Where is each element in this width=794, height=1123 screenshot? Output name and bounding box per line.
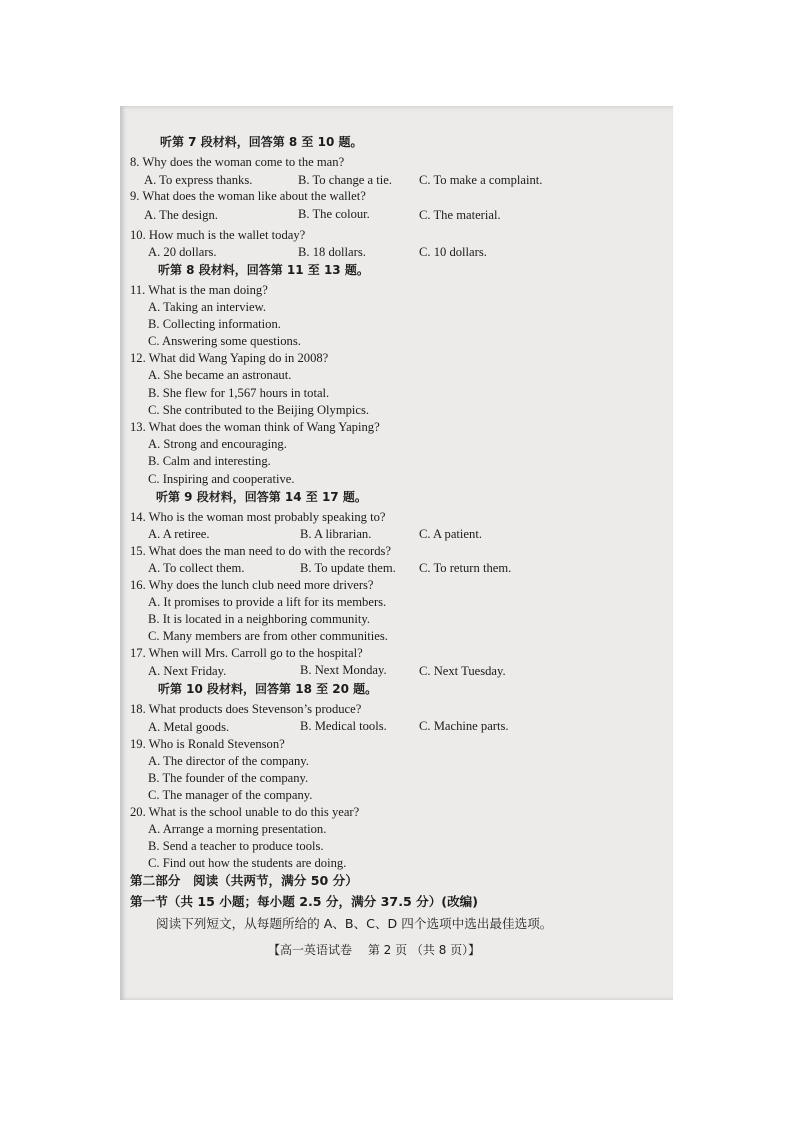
question-17: 17. When will Mrs. Carroll go to the hospital? [130,646,363,660]
option-10b: B. 18 dollars. [298,245,366,259]
part-two-title: 第二部分 阅读（共两节，满分 50 分） [130,873,358,888]
question-14: 14. Who is the woman most probably speaking to? [130,510,386,524]
option-11a: A. Taking an interview. [148,300,267,314]
option-13c: C. Inspiring and cooperative. [148,472,295,486]
question-19: 19. Who is Ronald Stevenson? [130,737,285,751]
option-18b: B. Medical tools. [300,719,387,733]
option-16c: C. Many members are from other communities. [148,629,388,643]
section-7-header: 听第 7 段材料，回答第 8 至 10 题。 [160,135,363,149]
option-10c: C. 10 dollars. [419,245,487,259]
option-15a: A. To collect them. [148,561,245,575]
option-13b: B. Calm and interesting. [148,454,271,468]
exam-page [120,106,673,1000]
option-8a: A. To express thanks. [144,173,253,187]
option-8b: B. To change a tie. [298,173,393,187]
option-15c: C. To return them. [419,561,512,575]
option-14a: A. A retiree. [148,527,210,541]
option-18a: A. Metal goods. [148,720,230,734]
option-19c: C. The manager of the company. [148,788,313,802]
option-14c: C. A patient. [419,527,482,541]
option-18c: C. Machine parts. [419,719,509,733]
option-9b: B. The colour. [298,207,370,221]
option-17c: C. Next Tuesday. [419,664,506,678]
section-8-header: 听第 8 段材料，回答第 11 至 13 题。 [158,263,369,277]
option-20c: C. Find out how the students are doing. [148,856,347,870]
question-10: 10. How much is the wallet today? [130,228,306,242]
section-one-title: 第一节（共 15 小题；每小题 2.5 分，满分 37.5 分）(改编) [130,894,479,909]
option-12a: A. She became an astronaut. [148,368,292,382]
question-15: 15. What does the man need to do with the records? [130,544,392,558]
reading-instruction: 阅读下列短文，从每题所给的 A、B、C、D 四个选项中选出最佳选项。 [156,916,553,931]
option-9a: A. The design. [144,208,218,222]
option-9c: C. The material. [419,208,501,222]
option-8c: C. To make a complaint. [419,173,543,187]
question-18: 18. What products does Stevenson’s produce? [130,702,362,716]
question-11: 11. What is the man doing? [130,283,268,297]
question-20: 20. What is the school unable to do this year? [130,805,360,819]
option-11b: B. Collecting information. [148,317,281,331]
option-13a: A. Strong and encouraging. [148,437,287,451]
page-footer: 【高一英语试卷 第 2 页 （共 8 页）】 [268,943,481,957]
option-17b: B. Next Monday. [300,663,387,677]
section-10-header: 听第 10 段材料，回答第 18 至 20 题。 [158,682,378,696]
option-16b: B. It is located in a neighboring community. [148,612,370,626]
option-20b: B. Send a teacher to produce tools. [148,839,324,853]
question-9: 9. What does the woman like about the wallet? [130,189,366,203]
option-14b: B. A librarian. [300,527,372,541]
option-17a: A. Next Friday. [148,664,227,678]
question-13: 13. What does the woman think of Wang Yaping? [130,420,380,434]
question-16: 16. Why does the lunch club need more drivers? [130,578,374,592]
option-16a: A. It promises to provide a lift for its members. [148,595,387,609]
option-20a: A. Arrange a morning presentation. [148,822,327,836]
option-19b: B. The founder of the company. [148,771,309,785]
question-8: 8. Why does the woman come to the man? [130,155,345,169]
question-12: 12. What did Wang Yaping do in 2008? [130,351,329,365]
option-10a: A. 20 dollars. [148,245,217,259]
option-11c: C. Answering some questions. [148,334,301,348]
option-12b: B. She flew for 1,567 hours in total. [148,386,330,400]
option-15b: B. To update them. [300,561,396,575]
section-9-header: 听第 9 段材料，回答第 14 至 17 题。 [156,490,367,504]
option-19a: A. The director of the company. [148,754,309,768]
option-12c: C. She contributed to the Beijing Olympics. [148,403,370,417]
